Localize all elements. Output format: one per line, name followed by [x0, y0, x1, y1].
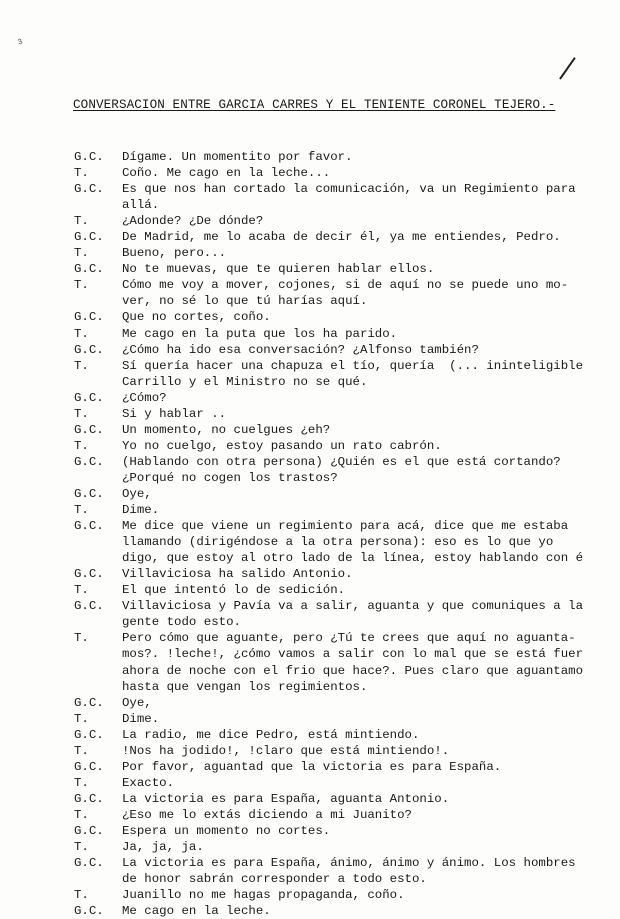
transcript-line [74, 582, 620, 598]
transcript-line [74, 406, 620, 422]
transcript-line [74, 149, 620, 165]
speaker-label: T. [74, 438, 89, 453]
transcript-line [74, 614, 620, 630]
transcript-line [74, 229, 620, 245]
transcript-line [74, 358, 620, 374]
transcript-line [74, 326, 620, 342]
line-text: Coño. Me cago en la leche... [122, 166, 331, 181]
line-text: Oye, [122, 486, 152, 501]
speaker-label: T. [74, 743, 89, 758]
line-text: ¿Cómo? [122, 390, 167, 405]
line-text: ¿Cómo ha ido esa conversación? ¿Alfonso también? [122, 342, 479, 357]
speaker-label: T. [74, 807, 89, 822]
speaker-label: T. [74, 166, 89, 181]
line-text: ¿Porqué no cogen los trastos? [122, 470, 338, 485]
transcript-line [74, 390, 620, 406]
line-text: El que intentó lo de sedición. [122, 583, 346, 598]
transcript-line [74, 743, 620, 759]
transcript-line [74, 213, 620, 229]
transcript-line [74, 550, 620, 566]
speaker-label: G.C. [74, 856, 104, 871]
transcript-line [74, 646, 620, 662]
transcript-line [74, 871, 620, 887]
line-text: De Madrid, me lo acaba de decir él, ya me entiendes, Pedro. [122, 230, 561, 245]
line-text: Si y hablar .. [122, 406, 227, 421]
speaker-label: G.C. [74, 759, 104, 774]
transcript-line [74, 775, 620, 791]
line-text: Me dice que viene un regimiento para acá, dice que me estaba [122, 519, 569, 534]
line-text: Carrillo y el Ministro no se qué. [122, 374, 368, 389]
line-text: Dime. [122, 503, 160, 518]
line-text: mos?. !leche!, ¿cómo vamos a salir con lo mal que se está fuer [122, 647, 584, 662]
speaker-label: G.C. [74, 727, 104, 742]
speaker-label: T. [74, 583, 89, 598]
speaker-label: T. [74, 406, 89, 421]
line-text: hasta que vengan los regimientos. [122, 679, 368, 694]
speaker-label: G.C. [74, 695, 104, 710]
transcript-line [74, 566, 620, 582]
line-text: Bueno, pero... [122, 246, 227, 261]
line-text: Sí quería hacer una chapuza el tío, quería (... ininteligible [122, 358, 584, 373]
line-text: Por favor, aguantad que la victoria es para España. [122, 759, 502, 774]
line-text: ahora de noche con el frio que hace?. Pues claro que aguantamo [122, 663, 584, 678]
transcript-line [74, 309, 620, 325]
line-text: Es que nos han cortado la comunicación, va un Regimiento para [122, 182, 576, 197]
transcript-body [74, 149, 620, 919]
line-text: Oye, [122, 695, 152, 710]
line-text: llamando (dirigéndose a la otra persona): eso es lo que yo [122, 535, 554, 550]
line-text: Ja, ja, ja. [122, 840, 204, 855]
transcript-line [74, 630, 620, 646]
transcript-line [74, 759, 620, 775]
line-text: Villaviciosa ha salido Antonio. [122, 567, 353, 582]
speaker-label: G.C. [74, 486, 104, 501]
corner-handwritten-note: 3 [16, 37, 25, 48]
line-text: La victoria es para España, ánimo, ánimo y ánimo. Los hombres [122, 856, 576, 871]
line-text: No te muevas, que te quieren hablar ellos. [122, 262, 435, 277]
speaker-label: T. [74, 503, 89, 518]
line-text: Dígame. Un momentito por favor. [122, 150, 353, 164]
transcript-line [74, 598, 620, 614]
transcript-line [74, 342, 620, 358]
transcript-line [74, 839, 620, 855]
speaker-label: G.C. [74, 262, 104, 277]
transcript-line [74, 823, 620, 839]
line-text: Juanillo no me hagas propaganda, coño. [122, 888, 405, 903]
transcript-line [74, 807, 620, 823]
transcript-line [74, 293, 620, 309]
speaker-label: G.C. [74, 310, 104, 325]
transcript-line [74, 679, 620, 695]
line-text: La victoria es para España, aguanta Antonio. [122, 791, 450, 806]
speaker-label: T. [74, 888, 89, 903]
transcript-line [74, 486, 620, 502]
transcript-line [74, 903, 620, 919]
transcript-line [74, 197, 620, 213]
transcript-line [74, 181, 620, 197]
speaker-label: G.C. [74, 599, 104, 614]
transcript-line [74, 695, 620, 711]
speaker-label: G.C. [74, 567, 104, 582]
speaker-label: T. [74, 278, 89, 293]
speaker-label: T. [74, 840, 89, 855]
line-text: allá. [122, 198, 160, 213]
line-text: ¿Eso me lo extás diciendo a mi Juanito? [122, 807, 412, 822]
transcript-line [74, 518, 620, 534]
transcript-line [74, 534, 620, 550]
line-text: Villaviciosa y Pavía va a salir, aguanta y que comuniques a la [122, 599, 584, 614]
line-text: Un momento, no cuelgues ¿eh? [122, 422, 331, 437]
speaker-label: T. [74, 775, 89, 790]
speaker-label: G.C. [74, 454, 104, 469]
line-text: gente todo esto. [122, 615, 241, 630]
transcript-line [74, 277, 620, 293]
speaker-label: G.C. [74, 904, 104, 919]
transcript-line [74, 438, 620, 454]
transcript-line [74, 261, 620, 277]
line-text: de honor sabrán corresponder a todo esto. [122, 872, 427, 887]
line-text: Que no cortes, coño. [122, 310, 271, 325]
transcript-line [74, 663, 620, 679]
transcript-line [74, 422, 620, 438]
line-text: ver, no sé lo que tú harías aquí. [122, 294, 368, 309]
transcript-line [74, 454, 620, 470]
speaker-label: T. [74, 246, 89, 261]
line-text: digo, que estoy al otro lado de la línea, estoy hablando con é [122, 551, 584, 566]
transcript-line [74, 165, 620, 181]
line-text: Yo no cuelgo, estoy pasando un rato cabrón. [122, 438, 442, 453]
transcript-line [74, 855, 620, 871]
line-text: Me cago en la leche. [122, 904, 271, 919]
line-text: ¿Adonde? ¿De dónde? [122, 214, 264, 229]
line-text: Pero cómo que aguante, pero ¿Tú te crees que aquí no aguanta- [122, 631, 576, 646]
transcript-line [74, 791, 620, 807]
transcript-line [74, 887, 620, 903]
speaker-label: G.C. [74, 342, 104, 357]
speaker-label: G.C. [74, 823, 104, 838]
pen-slash-mark [559, 57, 576, 79]
transcript-line [74, 374, 620, 390]
line-text: !Nos ha jodido!, !claro que está mintiendo!. [122, 743, 450, 758]
transcript-line [74, 470, 620, 486]
line-text: Exacto. [122, 775, 175, 790]
speaker-label: G.C. [74, 182, 104, 197]
speaker-label: T. [74, 711, 89, 726]
speaker-label: G.C. [74, 519, 104, 534]
transcript-line [74, 502, 620, 518]
transcript-line [74, 711, 620, 727]
speaker-label: T. [74, 214, 89, 229]
speaker-label: G.C. [74, 791, 104, 806]
line-text: (Hablando con otra persona) ¿Quién es el que está cortando? [122, 454, 561, 469]
speaker-label: G.C. [74, 390, 104, 405]
transcript-line [74, 727, 620, 743]
line-text: Me cago en la puta que los ha parido. [122, 326, 398, 341]
transcript-line [74, 245, 620, 261]
speaker-label: T. [74, 326, 89, 341]
speaker-label: G.C. [74, 422, 104, 437]
speaker-label: T. [74, 631, 89, 646]
speaker-label: T. [74, 358, 89, 373]
speaker-label: G.C. [74, 150, 104, 164]
line-text: Dime. [122, 711, 160, 726]
speaker-label: G.C. [74, 230, 104, 245]
line-text: Cómo me voy a mover, cojones, si de aquí no se puede uno mo- [122, 278, 569, 293]
document-title: CONVERSACION ENTRE GARCIA CARRES Y EL TENIENTE CORONEL TEJERO.- [73, 98, 556, 112]
line-text: Espera un momento no cortes. [122, 823, 331, 838]
line-text: La radio, me dice Pedro, está mintiendo. [122, 727, 420, 742]
